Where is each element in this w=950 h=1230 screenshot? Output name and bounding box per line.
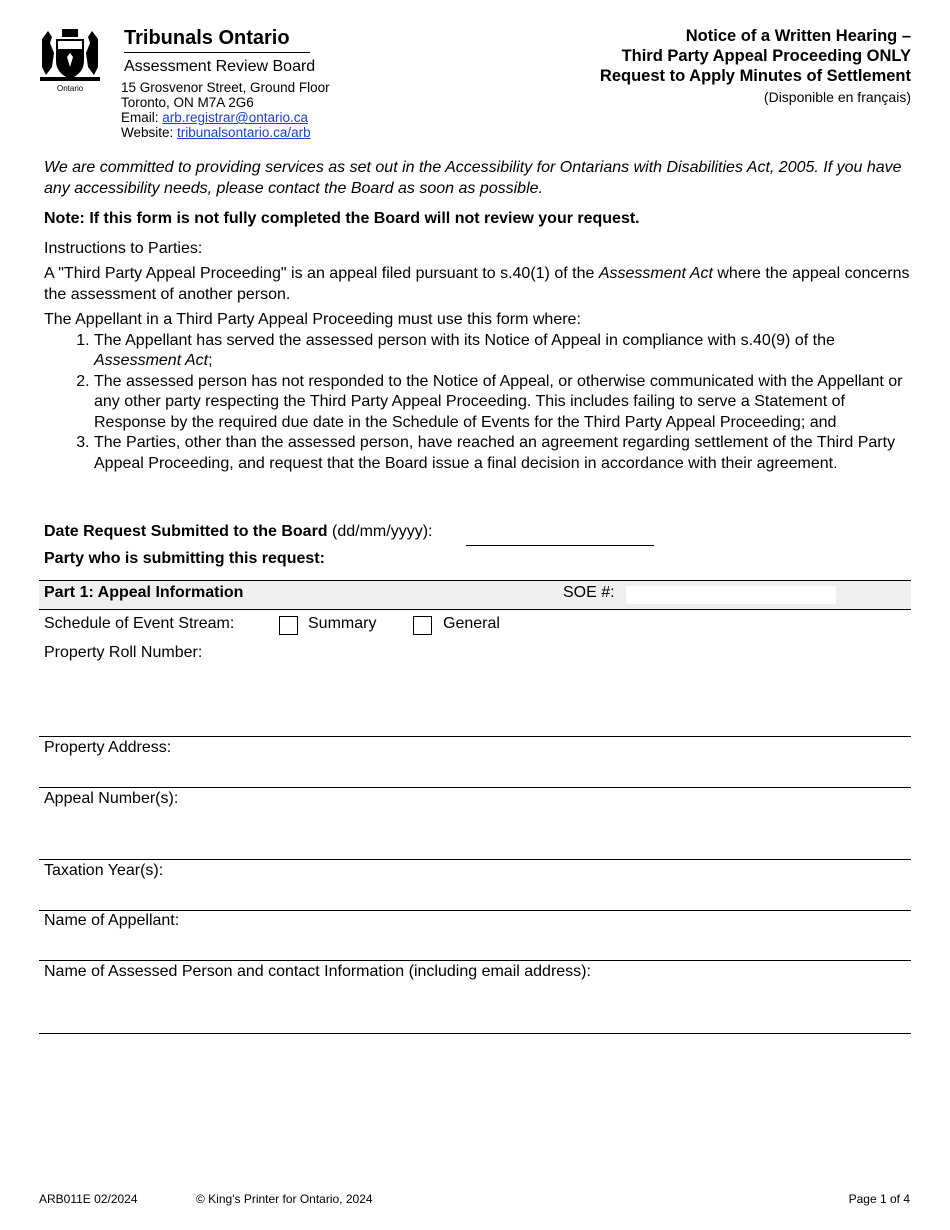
org-subtitle: Assessment Review Board	[124, 58, 316, 75]
definition-act: Assessment Act	[598, 265, 713, 282]
copyright: © King's Printer for Ontario, 2024	[196, 1192, 373, 1206]
form-id: ARB011E 02/2024	[39, 1192, 138, 1206]
field-divider	[39, 1033, 911, 1034]
instructions-heading: Instructions to Parties:	[44, 240, 203, 257]
date-format: (dd/mm/yyyy):	[327, 523, 433, 540]
date-label-bold: Date Request Submitted to the Board	[44, 523, 328, 540]
email-line	[121, 110, 308, 126]
taxation-year-field[interactable]	[39, 883, 911, 908]
conditions-list	[44, 331, 910, 475]
org-divider	[124, 52, 310, 53]
list-item: 3. The Parties, other than the assessed person, have reached an agreement regarding settlement of the Third Party Appeal Proceeding, and request that the Board issue a final decision in accordance with their agreement.	[94, 433, 910, 474]
assessed-person-field[interactable]	[39, 985, 911, 1031]
item1-text: The Appellant has served the assessed person with its Notice of Appeal in compliance with s.40(9) of the	[94, 331, 835, 349]
field-divider	[39, 787, 911, 788]
field-divider	[39, 859, 911, 860]
list-item: 2. The assessed person has not responded to the Notice of Appeal, or otherwise communicated with the Appellant or any other party respecting the Third Party Appeal Proceeding. This includes failing to serve a Statement of Response by the required due date in the Schedule of Events for the Third Party Appeal Proceeding; and	[94, 372, 910, 434]
appeal-number-field[interactable]	[39, 811, 911, 857]
item1-act: Assessment Act	[94, 352, 209, 369]
definition-text-b: where the appeal concerns the assessment of another person.	[44, 265, 910, 303]
summary-label: Summary	[308, 615, 377, 632]
soe-input[interactable]	[626, 586, 836, 604]
roll-number-field[interactable]	[39, 666, 911, 734]
website-line	[121, 125, 311, 141]
email-label: Email:	[121, 110, 163, 125]
org-name: Tribunals Ontario	[124, 27, 290, 49]
general-checkbox[interactable]	[413, 616, 432, 635]
email-link[interactable]: arb.registrar@ontario.ca	[162, 110, 309, 125]
french-availability: (Disponible en français)	[763, 89, 911, 105]
list-item	[94, 331, 910, 372]
assessed-person-label: Name of Assessed Person and contact Information (including email address):	[44, 963, 591, 980]
title-line-1: Notice of a Written Hearing –	[685, 27, 911, 45]
accessibility-statement: We are committed to providing services as set out in the Accessibility for Ontarians with Disabilities Act, 2005. If you have any accessibility needs, please contact the Board as soon as possible.	[44, 159, 902, 197]
summary-checkbox[interactable]	[279, 616, 298, 635]
address-line-2: Toronto, ON M7A 2G6	[121, 95, 254, 110]
definition-text-a: A "Third Party Appeal Proceeding" is an appeal filed pursuant to s.40(1) of the	[44, 265, 599, 282]
property-address-field[interactable]	[39, 760, 911, 785]
address-line-1: 15 Grosvenor Street, Ground Floor	[121, 80, 330, 95]
page-number: Page 1 of 4	[848, 1192, 910, 1206]
form-title	[600, 26, 911, 86]
appeal-number-label: Appeal Number(s):	[44, 790, 179, 807]
website-link[interactable]: tribunalsontario.ca/arb	[177, 125, 311, 140]
item1-end: ;	[208, 352, 213, 369]
must-use-paragraph	[44, 310, 910, 474]
completion-note: Note: If this form is not fully completed the Board will not review your request.	[44, 210, 640, 227]
logo-label: Ontario	[57, 84, 84, 93]
appellant-name-label: Name of Appellant:	[44, 912, 180, 929]
field-divider	[39, 910, 911, 911]
general-label: General	[443, 615, 500, 632]
title-line-3: Request to Apply Minutes of Settlement	[599, 67, 911, 85]
roll-number-label: Property Roll Number:	[44, 644, 203, 661]
property-address-label: Property Address:	[44, 739, 172, 756]
title-line-2: Third Party Appeal Proceeding ONLY	[621, 47, 911, 65]
taxation-year-label: Taxation Year(s):	[44, 862, 164, 879]
definition-paragraph	[44, 264, 910, 305]
date-underline	[466, 545, 654, 546]
must-use-text: The Appellant in a Third Party Appeal Proceeding must use this form where:	[44, 311, 581, 328]
date-input[interactable]	[466, 526, 654, 544]
soe-label: SOE #:	[563, 584, 615, 601]
part1-heading: Part 1: Appeal Information	[44, 584, 244, 601]
submitting-party-label: Party who is submitting this request:	[44, 550, 325, 567]
website-label: Website:	[121, 125, 178, 140]
stream-label: Schedule of Event Stream:	[44, 615, 235, 632]
field-divider	[39, 736, 911, 737]
appellant-name-field[interactable]	[39, 933, 911, 958]
field-divider	[39, 960, 911, 961]
